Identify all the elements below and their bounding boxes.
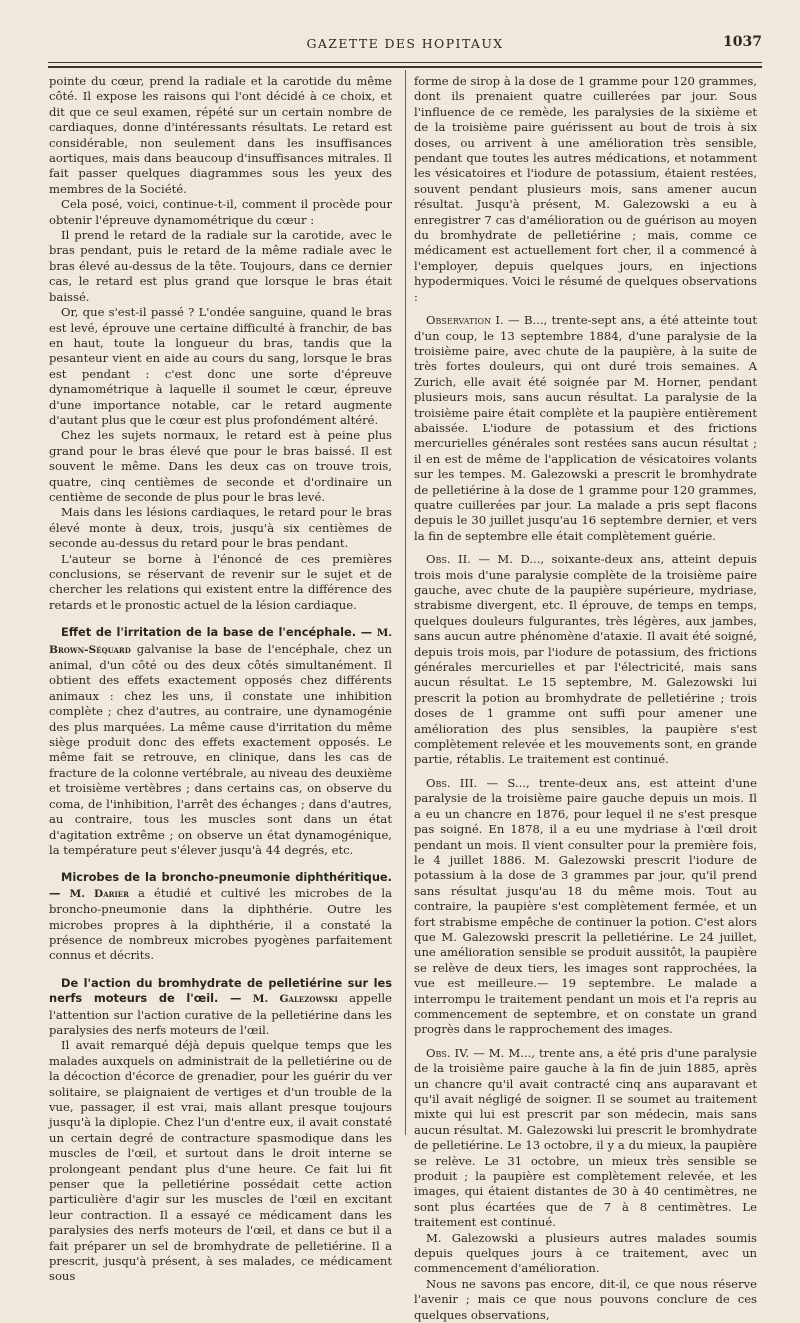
observation-4 [414,1046,757,1231]
section-heading: Effet de l'irritation de la base de l'encéphale. — [61,625,373,640]
observation-1 [414,313,757,544]
paragraph: Mais dans les lésions cardiaques, le retard pour le bras élevé monte à deux, trois, jusqu'à six centièmes de seconde au-dessus du retard pour le bras pendant. [49,505,392,551]
paragraph: Il avait remarqué déjà depuis quelque temps que les malades auxquels on administrait de la pelletiérine ou de la décoction d'écorce de grenadier, pour les guérir du ver solitaire, se plaignaient de vertiges et d'un trouble de la vue, passager, il est vrai, mais allant presque toujours jusqu'à la diplopie. Chez l'un d'entre eux, il avait constaté un certain degré de contracture spasmodique dans les muscles de l'œil, et surtout dans le droit interne se prolongeant pendant plus d'une heure. Ce fait lui fit penser que la pelletiérine possédait cette action particulière d'agir sur les muscles de l'œil en excitant leur contraction. Il a essayé ce médicament dans les paralysies des nerfs moteurs de l'œil, et dans ce but il a fait préparer un sel de bromhydrate de pelletiérine. Il a prescrit, jusqu'à présent, à ses malades, ce médicament sous [49,1038,392,1284]
observation-label: Observation I. [426,313,504,328]
section-heading: De l'action du bromhydrate de pelletiérine sur les nerfs moteurs de l'œil. — [49,975,392,1006]
author-name: M. Darier [69,887,129,900]
observation-text: — M. D..., soixante-deux ans, atteint depuis trois mois d'une paralysie complète de la troisième paire gauche, avec chute de la paupière supérieure, mydriase, strabisme divergent, etc. Il éprouve, de temps en temps, quelques douleurs fulgurantes, très légères, aux jambes, sans aucun autre phénomène d'ataxie. Il avait été soigné, depuis trois mois, par l'iodure de potassium, des frictions générales mercurielles et par l'électricité, mais sans aucun résultat. Le 15 septembre, M. Galezowski lui prescrit la potion au bromhydrate de pelletiérine ; trois doses de 1 gramme ont suffi pour amener une amélioration des plus sensibles, la paupière s'est complètement relevée et les mouvements sont, en grande partie, rétablis. Le traitement est continué. [414,552,758,767]
author-name: M. Galezowski [252,993,338,1006]
section-irritation-encephale [49,625,392,858]
paragraph: forme de sirop à la dose de 1 gramme pour 120 grammes, dont ils prenaient quatre cuillerées par jour. Sous l'influence de ce remède, les paralysies de la sixième et de la troisième paire guérissent au bout de trois à six doses, ou arrivent à une amélioration très sensible, pendant que toutes les autres médications, et notamment les vésicatoires et l'iodure de potassium, étaient restées, souvent pendant plusieurs mois, sans amener aucun résultat. Jusqu'à présent, M. Galezowski a eu à enregistrer 7 cas d'amélioration ou de guérison au moyen du bromhydrate de pelletiérine ; mais, comme ce médicament est actuellement fort cher, il a commencé à l'employer, depuis quelques jours, en injections hypodermiques. Voici le résumé de quelques observations : [414,74,757,304]
journal-title: GAZETTE DES HOPITAUX [306,36,504,51]
section-text: appelle l'attention sur l'action curative de la pelletiérine dans les paralysies des nerfs moteurs de l'œil. [49,991,392,1037]
paragraph: Cela posé, voici, continue-t-il, comment il procède pour obtenir l'épreuve dynamométrique du cœur : [49,197,392,227]
section-heading: Microbes de la broncho-pneumonie diphthéritique. — [49,870,392,900]
paragraph: Il prend le retard de la radiale sur la carotide, avec le bras pendant, puis le retard de la même radiale avec le bras élevé au-dessus de la tête. Toujours, dans ce dernier cas, le retard est plus grand que lorsque le bras était baissé. [49,228,392,304]
column-divider [405,70,406,1135]
section-bromhydrate-pelletierine [49,976,392,1039]
paragraph: L'auteur se borne à l'énoncé de ces premières conclusions, se réservant de revenir sur le sujet et de chercher les relations qui existent entre la différence des retards et le pronostic actuel de la lésion cardiaque. [49,551,392,612]
observation-text: — S..., trente-deux ans, est atteint d'une paralysie de la troisième paire gauche depuis un mois. Il a eu un chancre en 1876, pour lequel il ne s'est presque pas soigné. En 1878, il a eu une mydriase à l'œil droit pendant un mois. Il vient consulter pour la première fois, le 4 juillet 1886. M. Galezowski prescrit l'iodure de potassium à la dose de 3 grammes par jour, qu'il prend sans résultat jusqu'au 18 du même mois. Tout au contraire, la paupière s'est complètement fermée, et un fort strabisme empêche de continuer la potion. C'est alors que M. Galezowski prescrit la pelletiérine. Le 24 juillet, une amélioration sensible se produit aussitôt, la paupière se relève de deux tiers, les images sont rapprochées, la vue est meilleure.— 19 septembre. Le malade a interrompu le traitement pendant un mois et l'a repris au commencement de septembre, et on constate un grand progrès dans le rapprochement des images. [414,775,757,1037]
header-rule-thick [48,66,762,68]
section-text: galvanise la base de l'encéphale, chez un animal, d'un côté ou des deux côtés simultanément. Il obtient des effets exactement opposés chez différents animaux : chez les uns, il constate une inhibition complète ; chez d'autres, au contraire, une dynamogénie des plus marquées. La même cause d'irritation du même siège produit donc des effets exactement opposés. Le même fait se retrouve, en clinique, dans les cas de fracture de la colonne vertébrale, au niveau des deuxième et troisième vertèbres ; dans certains cas, on observe du coma, de l'inhibition, l'arrêt des échanges ; dans d'autres, au contraire, tous les muscles sont dans un état d'agitation extrême ; on observe un état dynamogénique, la température peut s'élever jusqu'à 44 degrés, etc. [49,641,393,857]
observation-text: — M. M..., trente ans, a été pris d'une paralysie de la troisième paire gauche à la fin de juin 1885, après un chancre qu'il avait contracté cinq ans auparavant et qu'il avait négligé de soigner. Il se soumet au traitement mixte qui lui est prescrit par son médecin, mais sans aucun résultat. M. Galezowski lui prescrit le bromhydrate de pelletiérine. Le 13 octobre, il y a du mieux, la paupière se relève. Le 31 octobre, un mieux très sensible se produit ; la paupière est complètement relevée, et les images, qui étaient distantes de 30 à 40 centimètres, ne sont plus écartées que de 7 à 8 centimètres. Le traitement est continué. [414,1045,757,1230]
paragraph: Nous ne savons pas encore, dit-il, ce que nous réserve l'avenir ; mais ce que nous pouvons conclure de ces quelques observations, [414,1276,757,1322]
paragraph: M. Galezowski a plusieurs autres malades soumis depuis quelques jours à ce traitement, avec un commencement d'amélioration. [414,1230,757,1276]
observation-label: Obs. II. [426,552,471,567]
author-name: M. Brown-Séquard [49,627,393,656]
page-header [48,30,762,60]
right-column [414,74,757,1323]
observation-text: — B..., trente-sept ans, a été atteinte tout d'un coup, le 13 septembre 1884, d'une paralysie de la troisième paire, avec chute de la paupière, à la suite de très fortes douleurs, qui ont duré trois semaines. A Zurich, elle avait été soignée par M. Horner, pendant plusieurs mois, sans aucun résultat. La paralysie de la troisième paire était complète et la paupière entièrement abaissée. L'iodure de potassium et des frictions mercurielles générales sont restées sans aucun résultat ; il en est de même de l'application de vésicatoires volants sur les tempes. M. Galezowski a prescrit le bromhydrate de pelletiérine à la dose de 1 gramme pour 120 grammes, quatre cuillerées par jour. La malade a pris sept flacons depuis le 30 juillet jusqu'au 16 septembre dernier, et vers la fin de septembre elle était complètement guérie. [414,313,757,543]
observation-3 [414,776,757,1038]
paragraph: Or, que s'est-il passé ? L'ondée sanguine, quand le bras est levé, éprouve une certaine difficulté à franchir, de bas en haut, toute la longueur du bras, tandis que la pesanteur vient en aide au cours du sang, lorsque le bras est pendant : c'est donc une sorte d'épreuve dynamométrique à laquelle il soumet le cœur, épreuve d'une importance notable, car le retard augmente d'autant plus que le cœur est plus profondément altéré. [49,305,392,427]
paragraph: pointe du cœur, prend la radiale et la carotide du même côté. Il expose les raisons qui l'ont décidé à ce choix, et dit que ce seul examen, répété sur un certain nombre de cardiaques, donne d'intéressants résultats. Le retard est considérable, non seulement dans les insuffisances aortiques, mais dans beaucoup d'insuffisances mitrales. Il fait passer quelques diagrammes sous les yeux des membres de la Société. [49,74,392,196]
observation-2 [414,552,757,768]
section-microbes-broncho-pneumonie [49,870,392,963]
observation-label: Obs. IV. [426,1045,470,1060]
section-text: a étudié et cultivé les microbes de la broncho-pneumonie dans la diphthérie. Outre les microbes propres à la diphthérie, il a constaté la présence de nombreux microbes pyogènes parfaitement connus et décrits. [49,885,392,963]
left-column [49,74,392,1285]
header-rule-thin [48,62,762,63]
paragraph: Chez les sujets normaux, le retard est à peine plus grand pour le bras élevé que pour le bras baissé. Il est souvent le même. Dans les deux cas on trouve trois, quatre, cinq centièmes de seconde et d'ordinaire un centième de seconde de plus pour le bras levé. [49,428,392,504]
observation-label: Obs. III. [426,775,478,790]
page-number: 1037 [723,34,762,50]
